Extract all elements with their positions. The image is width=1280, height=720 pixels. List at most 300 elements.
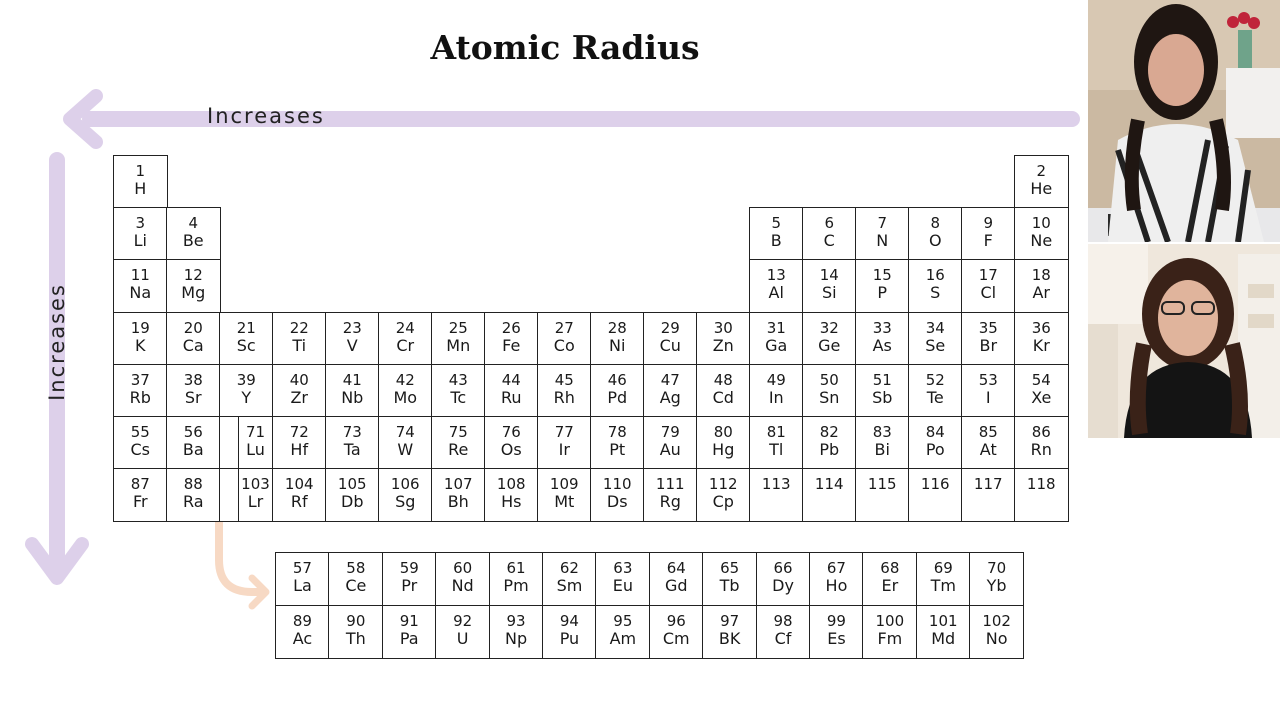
atomic-number: 91: [399, 611, 419, 630]
atomic-number: 79: [660, 423, 680, 441]
element-cell: [862, 552, 917, 606]
atomic-number: 70: [987, 559, 1007, 577]
element-cell: [908, 364, 963, 418]
atomic-number: 31: [766, 318, 786, 337]
element-symbol: V: [346, 335, 358, 355]
element-cell: [696, 468, 751, 522]
element-cell: [908, 259, 963, 313]
element-cell: [908, 416, 963, 470]
element-cell: [328, 605, 383, 659]
atomic-number: 26: [501, 318, 521, 337]
element-cell: [749, 468, 804, 522]
atomic-number: 80: [713, 423, 733, 441]
element-cell: [166, 207, 221, 261]
element-cell: [696, 364, 751, 418]
atomic-number: 3: [135, 214, 146, 233]
element-symbol: Ru: [500, 387, 522, 407]
vertical-increases-label: Increases: [45, 283, 69, 401]
element-cell: [916, 605, 971, 659]
element-cell: [643, 468, 698, 522]
atomic-number: 39: [236, 370, 256, 389]
atomic-number: 24: [395, 318, 415, 337]
element-cell: [595, 552, 650, 606]
element-cell: [489, 552, 544, 606]
page-title: Atomic Radius: [430, 28, 700, 67]
atomic-number: 19: [130, 318, 150, 337]
element-cell: [219, 364, 274, 418]
atomic-number: 68: [880, 559, 900, 577]
atomic-number: 42: [395, 370, 415, 389]
element-symbol: Ga: [765, 335, 788, 355]
element-cell: [113, 416, 168, 470]
atomic-number: 47: [660, 370, 680, 389]
atomic-number: 59: [399, 559, 419, 577]
atomic-number: 34: [925, 318, 945, 337]
element-symbol: Ir: [558, 440, 570, 459]
element-cell: [961, 364, 1016, 418]
atomic-number: 102: [982, 611, 1011, 630]
atomic-number: 9: [983, 214, 994, 233]
element-symbol: U: [456, 628, 469, 648]
element-cell: [484, 416, 539, 470]
element-cell: [961, 207, 1016, 261]
placeholder-cell: [219, 416, 239, 470]
element-symbol: O: [928, 231, 942, 251]
element-cell: [542, 605, 597, 659]
atomic-number: 57: [292, 559, 312, 577]
atomic-number: 8: [930, 214, 941, 233]
element-symbol: Mn: [446, 335, 471, 355]
element-symbol: Ti: [292, 335, 307, 355]
element-cell: [961, 259, 1016, 313]
video-feed-presenter[interactable]: [1088, 0, 1280, 242]
element-symbol: C: [823, 231, 835, 251]
atomic-number: 73: [342, 423, 362, 441]
element-cell: [431, 416, 486, 470]
atomic-number: 113: [761, 475, 791, 494]
placeholder-cell: [219, 468, 239, 522]
element-cell: [855, 416, 910, 470]
element-cell: [749, 364, 804, 418]
atomic-number: 90: [346, 611, 366, 630]
element-symbol: Rg: [659, 492, 681, 512]
element-symbol: Si: [821, 283, 837, 303]
element-symbol: I: [985, 387, 991, 407]
atomic-number: 62: [559, 559, 579, 577]
element-cell: [1014, 259, 1069, 313]
atomic-number: 7: [877, 214, 888, 233]
element-cell: [1014, 468, 1069, 522]
atomic-number: 2: [1036, 162, 1047, 180]
element-cell: [908, 468, 963, 522]
element-symbol: Ac: [292, 628, 313, 648]
element-cell: [237, 468, 274, 522]
atomic-number: 107: [443, 475, 473, 494]
atomic-number: 53: [978, 370, 998, 389]
element-symbol: P: [877, 283, 888, 303]
atomic-number: 5: [771, 214, 782, 233]
element-cell: [802, 416, 857, 470]
atomic-number: 115: [867, 475, 897, 494]
element-symbol: Al: [768, 283, 784, 303]
element-cell: [166, 312, 221, 366]
atomic-number: 60: [453, 559, 473, 577]
element-symbol: Bh: [447, 492, 469, 512]
atomic-number: 17: [978, 266, 998, 285]
atomic-number: 12: [183, 266, 203, 285]
atomic-number: 46: [607, 370, 627, 389]
element-cell: [275, 605, 330, 659]
element-cell: [649, 605, 704, 659]
element-symbol: Y: [241, 387, 252, 407]
element-cell: [649, 552, 704, 606]
atomic-number: 37: [130, 370, 150, 389]
atomic-number: 63: [613, 559, 633, 577]
element-cell: [328, 552, 383, 606]
element-cell: [696, 312, 751, 366]
element-cell: [431, 468, 486, 522]
atomic-number: 44: [501, 370, 521, 389]
element-cell: [969, 552, 1024, 606]
atomic-number: 54: [1031, 370, 1051, 389]
element-cell: [908, 207, 963, 261]
element-symbol: Rb: [129, 387, 151, 407]
atomic-number: 92: [453, 611, 473, 630]
atomic-number: 109: [549, 475, 579, 494]
atomic-number: 52: [925, 370, 945, 389]
element-symbol: Ba: [182, 440, 204, 459]
participant-video-image: [1088, 244, 1280, 438]
element-cell: [1014, 416, 1069, 470]
element-cell: [802, 364, 857, 418]
element-cell: [855, 364, 910, 418]
element-symbol: Tm: [930, 576, 956, 595]
element-symbol: W: [397, 440, 414, 459]
element-symbol: Sg: [395, 492, 416, 512]
element-symbol: Ne: [1030, 231, 1053, 251]
element-symbol: Ho: [825, 576, 848, 595]
atomic-number: 86: [1031, 423, 1051, 441]
atomic-number: 55: [130, 423, 150, 441]
element-symbol: Er: [881, 576, 899, 595]
element-cell: [749, 416, 804, 470]
element-cell: [855, 207, 910, 261]
element-cell: [325, 364, 380, 418]
element-cell: [802, 259, 857, 313]
element-symbol: Rh: [553, 387, 575, 407]
element-symbol: Pb: [819, 440, 840, 459]
atomic-number: 74: [395, 423, 415, 441]
element-symbol: Po: [925, 440, 945, 459]
video-feed-participant[interactable]: [1088, 244, 1280, 438]
element-symbol: N: [876, 231, 889, 251]
atomic-number: 110: [602, 475, 632, 494]
atomic-number: 76: [501, 423, 521, 441]
element-cell: [325, 312, 380, 366]
atomic-number: 105: [337, 475, 367, 494]
element-symbol: Cd: [712, 387, 734, 407]
element-symbol: BK: [718, 628, 741, 648]
atomic-number: 88: [183, 475, 203, 494]
atomic-number: 30: [713, 318, 733, 337]
element-cell: [643, 312, 698, 366]
element-cell: [855, 468, 910, 522]
element-symbol: Pm: [503, 576, 529, 595]
element-cell: [756, 552, 811, 606]
atomic-number: 108: [496, 475, 526, 494]
atomic-number: 25: [448, 318, 468, 337]
element-symbol: Ra: [182, 492, 204, 512]
element-symbol: Xe: [1031, 387, 1052, 407]
element-symbol: Hf: [290, 440, 309, 459]
element-symbol: Hs: [501, 492, 522, 512]
element-cell: [275, 552, 330, 606]
element-cell: [484, 468, 539, 522]
element-symbol: Lu: [246, 440, 265, 459]
atomic-number: 21: [236, 318, 256, 337]
element-symbol: Li: [133, 231, 147, 251]
element-cell: [113, 468, 168, 522]
element-symbol: Rn: [1030, 440, 1052, 459]
element-cell: [643, 416, 698, 470]
atomic-number: 111: [655, 475, 685, 494]
atomic-number: 118: [1026, 475, 1056, 494]
atomic-number: 27: [554, 318, 574, 337]
element-symbol: Ca: [182, 335, 204, 355]
atomic-number: 94: [559, 611, 579, 630]
element-cell: [595, 605, 650, 659]
atomic-number: 15: [872, 266, 892, 285]
element-symbol: He: [1030, 179, 1053, 198]
element-cell: [382, 552, 437, 606]
element-cell: [237, 416, 274, 470]
atomic-number: 67: [826, 559, 846, 577]
element-symbol: Dy: [772, 576, 794, 595]
element-symbol: Th: [345, 628, 366, 648]
atomic-number: 112: [708, 475, 738, 494]
element-cell: [435, 552, 490, 606]
atomic-number: 69: [933, 559, 953, 577]
element-symbol: Pu: [559, 628, 580, 648]
element-cell: [378, 312, 433, 366]
atomic-number: 32: [819, 318, 839, 337]
atomic-number: 6: [824, 214, 835, 233]
atomic-number: 82: [819, 423, 839, 441]
atomic-number: 75: [448, 423, 468, 441]
element-cell: [272, 468, 327, 522]
atomic-number: 85: [978, 423, 998, 441]
element-symbol: Cr: [396, 335, 415, 355]
element-cell: [961, 416, 1016, 470]
atomic-number: 89: [292, 611, 312, 630]
atomic-number: 33: [872, 318, 892, 337]
element-cell: [113, 312, 168, 366]
atomic-number: 106: [390, 475, 420, 494]
element-cell: [643, 364, 698, 418]
element-symbol: Ni: [609, 335, 626, 355]
element-cell: [378, 364, 433, 418]
element-symbol: Db: [341, 492, 364, 512]
element-symbol: K: [135, 335, 146, 355]
element-cell: [590, 416, 645, 470]
atomic-number: 72: [289, 423, 309, 441]
element-cell: [1014, 207, 1069, 261]
element-cell: [908, 312, 963, 366]
atomic-number: 66: [773, 559, 793, 577]
element-cell: [431, 364, 486, 418]
element-cell: [916, 552, 971, 606]
element-symbol: Tc: [450, 387, 467, 407]
atomic-number: 100: [875, 611, 905, 630]
element-cell: [702, 552, 757, 606]
atomic-number: 28: [607, 318, 627, 337]
element-cell: [749, 312, 804, 366]
atomic-number: 64: [666, 559, 686, 577]
atomic-number: 35: [978, 318, 998, 337]
element-cell: [809, 552, 864, 606]
element-cell: [1014, 155, 1069, 209]
element-symbol: F: [983, 231, 993, 251]
atomic-number: 81: [766, 423, 786, 441]
element-cell: [166, 259, 221, 313]
element-symbol: Sb: [872, 387, 893, 407]
element-cell: [166, 468, 221, 522]
element-symbol: Nb: [341, 387, 364, 407]
atomic-number: 16: [925, 266, 945, 285]
element-symbol: Fe: [502, 335, 521, 355]
element-symbol: Ce: [345, 576, 367, 595]
element-cell: [802, 207, 857, 261]
atomic-number: 36: [1031, 318, 1051, 337]
atomic-number: 61: [506, 559, 526, 577]
atomic-number: 4: [188, 214, 199, 233]
element-cell: [749, 207, 804, 261]
element-symbol: Re: [448, 440, 469, 459]
element-symbol: At: [979, 440, 997, 459]
atomic-number: 18: [1031, 266, 1051, 285]
element-cell: [484, 312, 539, 366]
element-cell: [489, 605, 544, 659]
element-symbol: No: [985, 628, 1008, 648]
atomic-number: 83: [872, 423, 892, 441]
element-symbol: Te: [926, 387, 944, 407]
atomic-number: 1: [135, 162, 146, 180]
element-cell: [862, 605, 917, 659]
element-symbol: Fm: [877, 628, 903, 648]
element-cell: [325, 416, 380, 470]
atomic-number: 103: [241, 475, 270, 494]
element-symbol: Ta: [343, 440, 361, 459]
element-symbol: Fr: [132, 492, 148, 512]
element-symbol: Tb: [719, 576, 740, 595]
element-symbol: Mt: [554, 492, 575, 512]
element-cell: [696, 416, 751, 470]
element-cell: [537, 468, 592, 522]
atomic-number: 87: [130, 475, 150, 494]
element-symbol: Au: [659, 440, 681, 459]
element-symbol: Gd: [664, 576, 688, 595]
element-cell: [756, 605, 811, 659]
element-cell: [590, 312, 645, 366]
element-cell: [113, 155, 168, 209]
atomic-number: 96: [666, 611, 686, 630]
element-cell: [537, 364, 592, 418]
element-cell: [802, 312, 857, 366]
atomic-number: 23: [342, 318, 362, 337]
atomic-number: 78: [607, 423, 627, 441]
element-symbol: Cf: [774, 628, 792, 648]
element-cell: [272, 416, 327, 470]
element-symbol: Bi: [874, 440, 890, 459]
element-symbol: Se: [925, 335, 946, 355]
element-symbol: Sm: [556, 576, 583, 595]
element-cell: [113, 364, 168, 418]
atomic-number: 13: [766, 266, 786, 285]
element-cell: [325, 468, 380, 522]
atomic-number: 22: [289, 318, 309, 337]
element-cell: [378, 416, 433, 470]
element-cell: [802, 468, 857, 522]
element-cell: [855, 312, 910, 366]
element-cell: [435, 605, 490, 659]
element-symbol: Ds: [606, 492, 628, 512]
atomic-number: 84: [925, 423, 945, 441]
atomic-number: 51: [872, 370, 892, 389]
element-symbol: Lr: [247, 492, 264, 512]
element-symbol: Cl: [980, 283, 997, 303]
atomic-number: 117: [973, 475, 1003, 494]
element-symbol: Cp: [712, 492, 734, 512]
element-symbol: Sc: [236, 335, 256, 355]
element-cell: [166, 416, 221, 470]
atomic-number: 48: [713, 370, 733, 389]
element-symbol: Mg: [181, 283, 206, 303]
element-symbol: In: [768, 387, 784, 407]
element-symbol: Be: [182, 231, 204, 251]
element-cell: [1014, 364, 1069, 418]
element-cell: [961, 468, 1016, 522]
element-cell: [378, 468, 433, 522]
element-symbol: Eu: [612, 576, 633, 595]
element-symbol: Kr: [1032, 335, 1050, 355]
element-symbol: Ag: [659, 387, 681, 407]
element-cell: [855, 259, 910, 313]
element-cell: [382, 605, 437, 659]
atomic-number: 98: [773, 611, 793, 630]
element-symbol: Zr: [290, 387, 309, 407]
element-cell: [590, 468, 645, 522]
atomic-number: 65: [720, 559, 740, 577]
element-cell: [961, 312, 1016, 366]
element-symbol: H: [134, 179, 147, 198]
atomic-number: 45: [554, 370, 574, 389]
element-cell: [113, 207, 168, 261]
atomic-number: 43: [448, 370, 468, 389]
element-cell: [272, 312, 327, 366]
element-cell: [1014, 312, 1069, 366]
atomic-number: 38: [183, 370, 203, 389]
atomic-number: 56: [183, 423, 203, 441]
element-symbol: B: [770, 231, 782, 251]
element-symbol: Yb: [986, 576, 1007, 595]
element-symbol: Cu: [659, 335, 681, 355]
element-cell: [272, 364, 327, 418]
atomic-number: 93: [506, 611, 526, 630]
element-cell: [702, 605, 757, 659]
atomic-number: 41: [342, 370, 362, 389]
element-symbol: As: [872, 335, 892, 355]
element-cell: [484, 364, 539, 418]
